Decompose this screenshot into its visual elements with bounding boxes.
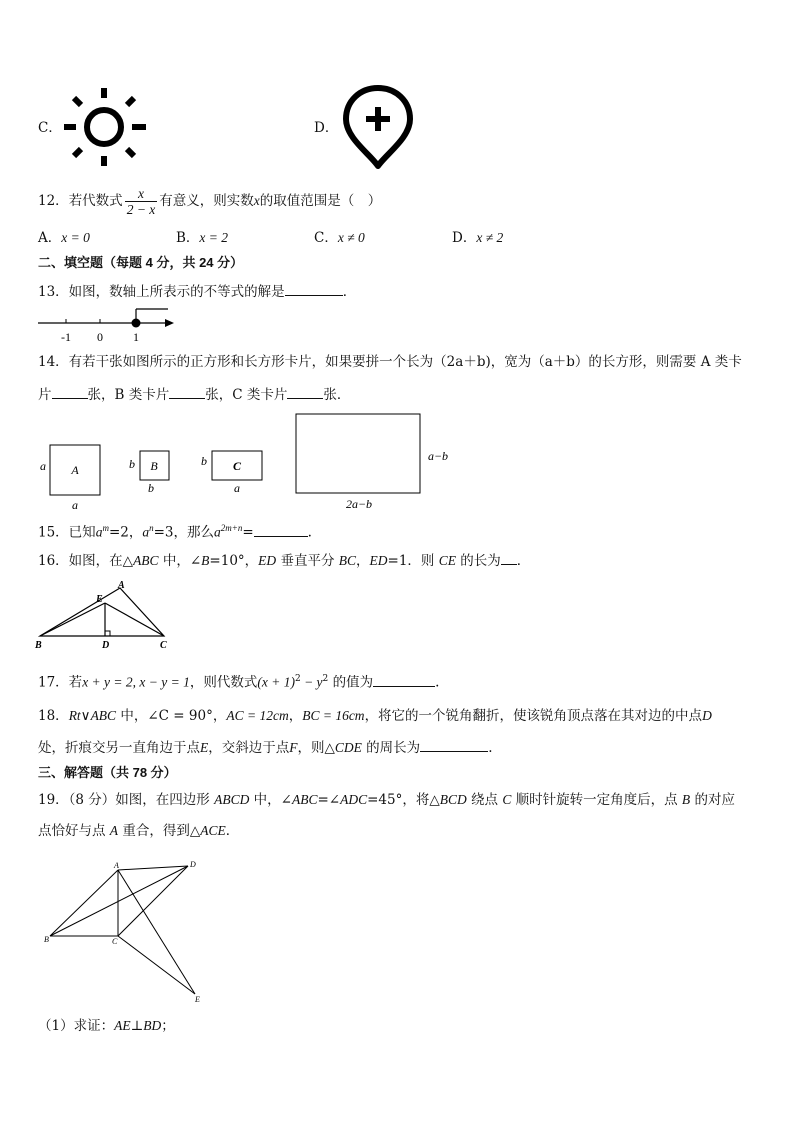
question-12: 12．若代数式 $\frac{x}{2 - x}$ 有意义，则实数x的取值范围是（ ） — [38, 186, 382, 217]
q12-option-c: C．x ≠ 0 — [314, 230, 365, 246]
section-2-heading: 二、填空题（每题 4 分，共 24 分） — [38, 255, 244, 270]
question-17: 17．若x + y = 2, x − y = 1，则代数式$(x + 1)^2 - y^2$ 的值为 . — [38, 669, 439, 693]
point-label-c: C — [160, 640, 167, 651]
card-b-bottom: b — [148, 481, 154, 495]
point-label-e: E — [96, 594, 103, 605]
question-19-line-2: 点恰好与点 A 重合，得到△ACE． — [38, 823, 240, 839]
card-c-letter: C — [232, 459, 242, 473]
map-pin-plus-icon — [340, 84, 416, 170]
question-19-line-1: 19．（8 分）如图，在四边形 ABCD 中，∠ABC=∠ADC=45°，将△BCD 绕点 C 顺时针旋转一定角度后，点 B 的对应 — [38, 792, 735, 808]
q12-option-d: D．x ≠ 2 — [452, 230, 504, 246]
answer-blank — [501, 550, 517, 565]
question-18-line-2: 处，折痕交另一直角边于点E，交斜边于点F，则△CDE 的周长为 . — [38, 737, 492, 758]
answer-blank — [254, 522, 308, 537]
point-label-e: E — [195, 995, 200, 1004]
question-19-part-1: （1）求证：AE⊥BD； — [38, 1018, 175, 1034]
answer-blank — [287, 384, 323, 399]
card-b-letter: B — [150, 459, 158, 473]
point-label-d: D — [190, 860, 196, 869]
question-15: 15．已知$a^m=2$，$a^n=3$，那么$a^{2m+n}=$ . — [38, 523, 312, 541]
tick-label: -1 — [61, 330, 71, 344]
triangle-figure-q16 — [32, 578, 182, 654]
number-line — [36, 306, 178, 346]
fraction: $\frac{x}{2 - x}$ — [126, 186, 156, 217]
point-label-b: B — [44, 935, 49, 944]
option-d-label: D． — [314, 120, 339, 136]
answer-blank — [373, 672, 435, 687]
point-label-d: D — [102, 640, 110, 651]
card-a-side: a — [40, 459, 46, 473]
card-a-bottom: a — [72, 498, 78, 512]
question-16: 16．如图，在△ABC 中，∠B=10°，ED 垂直平分 BC，ED=1．则 CE 的长为 ． — [38, 550, 530, 571]
question-14-line-2: 片 张，B 类卡片 张，C 类卡片 张． — [38, 384, 350, 405]
point-label-b: B — [35, 640, 42, 651]
big-rect-bottom: 2a−b — [345, 497, 373, 511]
option-c-label: C． — [38, 120, 62, 136]
tick-label: 0 — [97, 330, 103, 344]
question-13: 13．如图，数轴上所表示的不等式的解是 ． — [38, 281, 356, 302]
card-c-side: b — [201, 454, 207, 468]
tick-label: 1 — [133, 330, 139, 344]
point-label-a: A — [118, 580, 125, 591]
answer-blank — [52, 384, 88, 399]
card-a-letter: A — [71, 463, 79, 477]
section-3-heading: 三、解答题（共 78 分） — [38, 765, 177, 780]
quadrilateral-figure-q19 — [40, 856, 210, 1008]
point-label-a: A — [114, 861, 119, 870]
q12-option-a: A．x = 0 — [38, 230, 90, 246]
big-rect-side: a−b — [427, 449, 449, 463]
answer-blank — [285, 281, 343, 296]
q12-option-b: B．x = 2 — [176, 230, 229, 246]
answer-blank — [420, 737, 488, 752]
card-c-bottom: a — [234, 481, 240, 495]
card-b-side: b — [129, 457, 135, 471]
cards-figure — [34, 410, 474, 514]
question-18-line-1: 18．Rt∨ABC 中，∠C = 90°，AC = 12cm，BC = 16cm，将它的一个锐角翻折，使该锐角顶点落在其对边的中点D — [38, 708, 712, 724]
question-14-line-1: 14．有若干张如图所示的正方形和长方形卡片，如果要拼一个长为（2a＋b)，宽为（a＋b）的长方形，则需要 A 类卡 — [38, 354, 742, 370]
point-label-c: C — [112, 937, 118, 946]
answer-blank — [169, 384, 205, 399]
sun-icon — [60, 86, 152, 168]
